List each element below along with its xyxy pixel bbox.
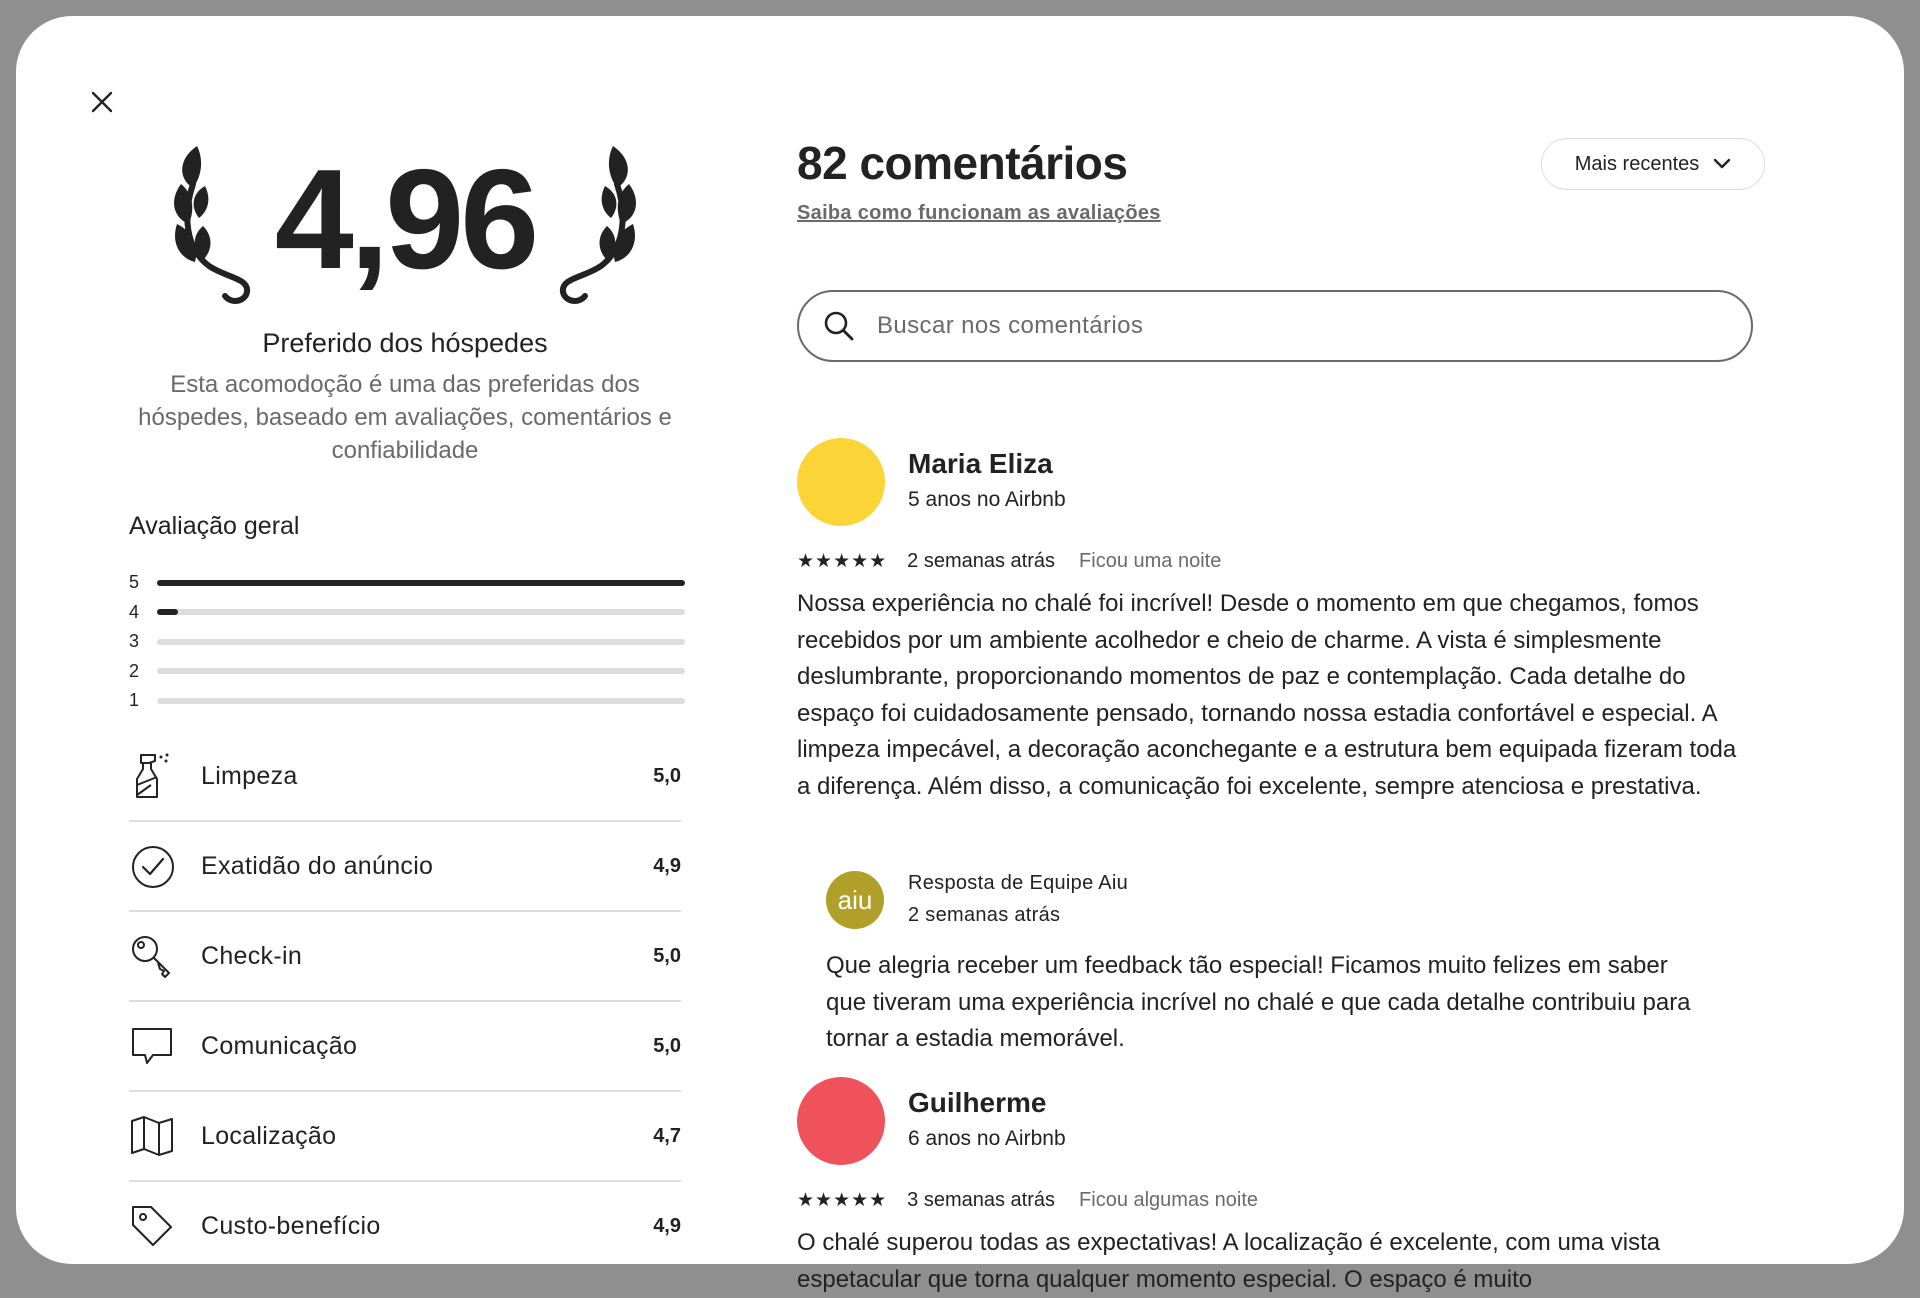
chat-bubble-icon <box>129 1023 175 1069</box>
distribution-row <box>129 686 699 716</box>
distribution-row <box>129 627 699 657</box>
category-label: Check-in <box>201 941 303 970</box>
avatar[interactable] <box>797 438 885 526</box>
category-value: 5,0 <box>653 1034 681 1057</box>
check-circle-icon <box>129 843 175 889</box>
search-icon <box>823 310 855 342</box>
review-text: O chalé superou todas as expectativas! A localização é excelente, com uma vista espetacular que torna qualquer momento especial. O espaço é muito <box>797 1229 1661 1293</box>
reviewer-tenure: 6 anos no Airbnb <box>908 1127 1066 1150</box>
map-icon <box>129 1113 175 1159</box>
category-label: Exatidão do anúncio <box>201 851 434 880</box>
distribution-bar <box>157 668 685 674</box>
distribution-bar <box>157 609 685 615</box>
distribution-bar <box>157 639 685 645</box>
key-icon <box>129 933 175 979</box>
distribution-stars: 5 <box>129 572 140 593</box>
category-value: 5,0 <box>653 764 681 787</box>
review-date: 2 semanas atrás <box>907 550 1056 572</box>
category-value: 4,9 <box>653 854 681 877</box>
reviews-modal <box>16 16 1904 1293</box>
chevron-down-icon <box>1713 158 1731 170</box>
distribution-row <box>129 657 699 687</box>
star-rating: ★★★★★ <box>797 551 888 572</box>
review-meta <box>797 1189 1258 1212</box>
reviewer-tenure: 5 anos no Airbnb <box>908 488 1066 511</box>
distribution-row <box>129 568 699 598</box>
star-rating: ★★★★★ <box>797 1190 888 1211</box>
distribution-bar-fill <box>157 609 178 615</box>
avatar[interactable] <box>797 1077 885 1165</box>
reply-text: Que alegria receber um feedback tão especial! Ficamos muito felizes em saber que tiveram uma experiência incrível no chalé e que cada detalhe contribuiu para tornar a estadia memorável. <box>826 952 1691 1053</box>
guest-favorite-title: Preferido dos hóspedes <box>262 328 548 358</box>
distribution-row <box>129 598 699 628</box>
search-box <box>797 290 1753 362</box>
category-accuracy <box>129 822 681 912</box>
review-meta <box>797 550 1221 573</box>
category-communication <box>129 1002 681 1092</box>
review-text: Nossa experiência no chalé foi incrível! Desde o momento em que chegamos, fomos recebidos por um ambiente acolhedor e cheio de charme. A vista é simplesmente deslumbrante, proporcionando momentos de paz e contemplação. Cada detalhe do espaço foi cuidadosamente pensado, tornando nossa estadia confortável e especial. A limpeza impecável, a decoração aconchegante e a estrutura bem equipada fizeram toda a diferença. Além disso, a comunicação foi excelente, sempre atenciosa e prestativa. <box>797 590 1737 800</box>
distribution-title: Avaliação geral <box>129 512 300 540</box>
category-label: Custo-benefício <box>201 1211 381 1240</box>
sort-label: Mais recentes <box>1574 152 1700 175</box>
distribution-bar <box>157 580 685 586</box>
category-value: 5,0 <box>653 944 681 967</box>
category-value-for-money <box>129 1182 681 1270</box>
category-value: 4,9 <box>653 1214 681 1237</box>
tag-icon <box>129 1203 175 1249</box>
category-value: 4,7 <box>653 1124 681 1147</box>
reviews-count-title: 82 comentários <box>797 137 1128 189</box>
category-cleanliness <box>129 732 681 822</box>
distribution-stars: 2 <box>129 660 140 681</box>
category-checkin <box>129 912 681 1002</box>
laurel-right-icon <box>551 144 641 304</box>
reviewer-name[interactable]: Guilherme <box>908 1087 1047 1118</box>
search-input[interactable] <box>875 311 1679 341</box>
review-date: 3 semanas atrás <box>907 1189 1056 1211</box>
overall-rating: 4,96 <box>274 140 536 299</box>
category-label: Limpeza <box>201 761 298 790</box>
review-stay: Ficou algumas noite <box>1079 1189 1259 1211</box>
guest-favorite-description: Esta acomodoção é uma das preferidas dos hóspedes, baseado em avaliações, comentários e confiabilidade <box>138 371 672 464</box>
distribution-stars: 4 <box>129 601 140 622</box>
category-label: Localização <box>201 1121 337 1150</box>
distribution-stars: 1 <box>129 690 140 711</box>
category-location <box>129 1092 681 1182</box>
category-ratings <box>129 732 681 1270</box>
distribution-bar <box>157 698 685 704</box>
category-label: Comunicação <box>201 1031 358 1060</box>
sort-dropdown[interactable] <box>1541 138 1765 190</box>
reply-title: Resposta de Equipe Aiu <box>908 872 1129 894</box>
reviewer-name[interactable]: Maria Eliza <box>908 448 1053 479</box>
rating-distribution <box>129 568 699 716</box>
distribution-bar-fill <box>157 580 685 586</box>
host-avatar: aiu <box>826 871 884 929</box>
close-icon <box>91 91 113 113</box>
review-stay: Ficou uma noite <box>1079 550 1222 572</box>
close-button[interactable] <box>82 82 122 122</box>
how-reviews-work-link[interactable]: Saiba como funcionam as avaliações <box>797 202 1161 224</box>
rating-hero <box>129 124 681 324</box>
spray-bottle-icon <box>129 751 175 801</box>
distribution-stars: 3 <box>129 631 140 652</box>
reply-date: 2 semanas atrás <box>908 904 1061 926</box>
